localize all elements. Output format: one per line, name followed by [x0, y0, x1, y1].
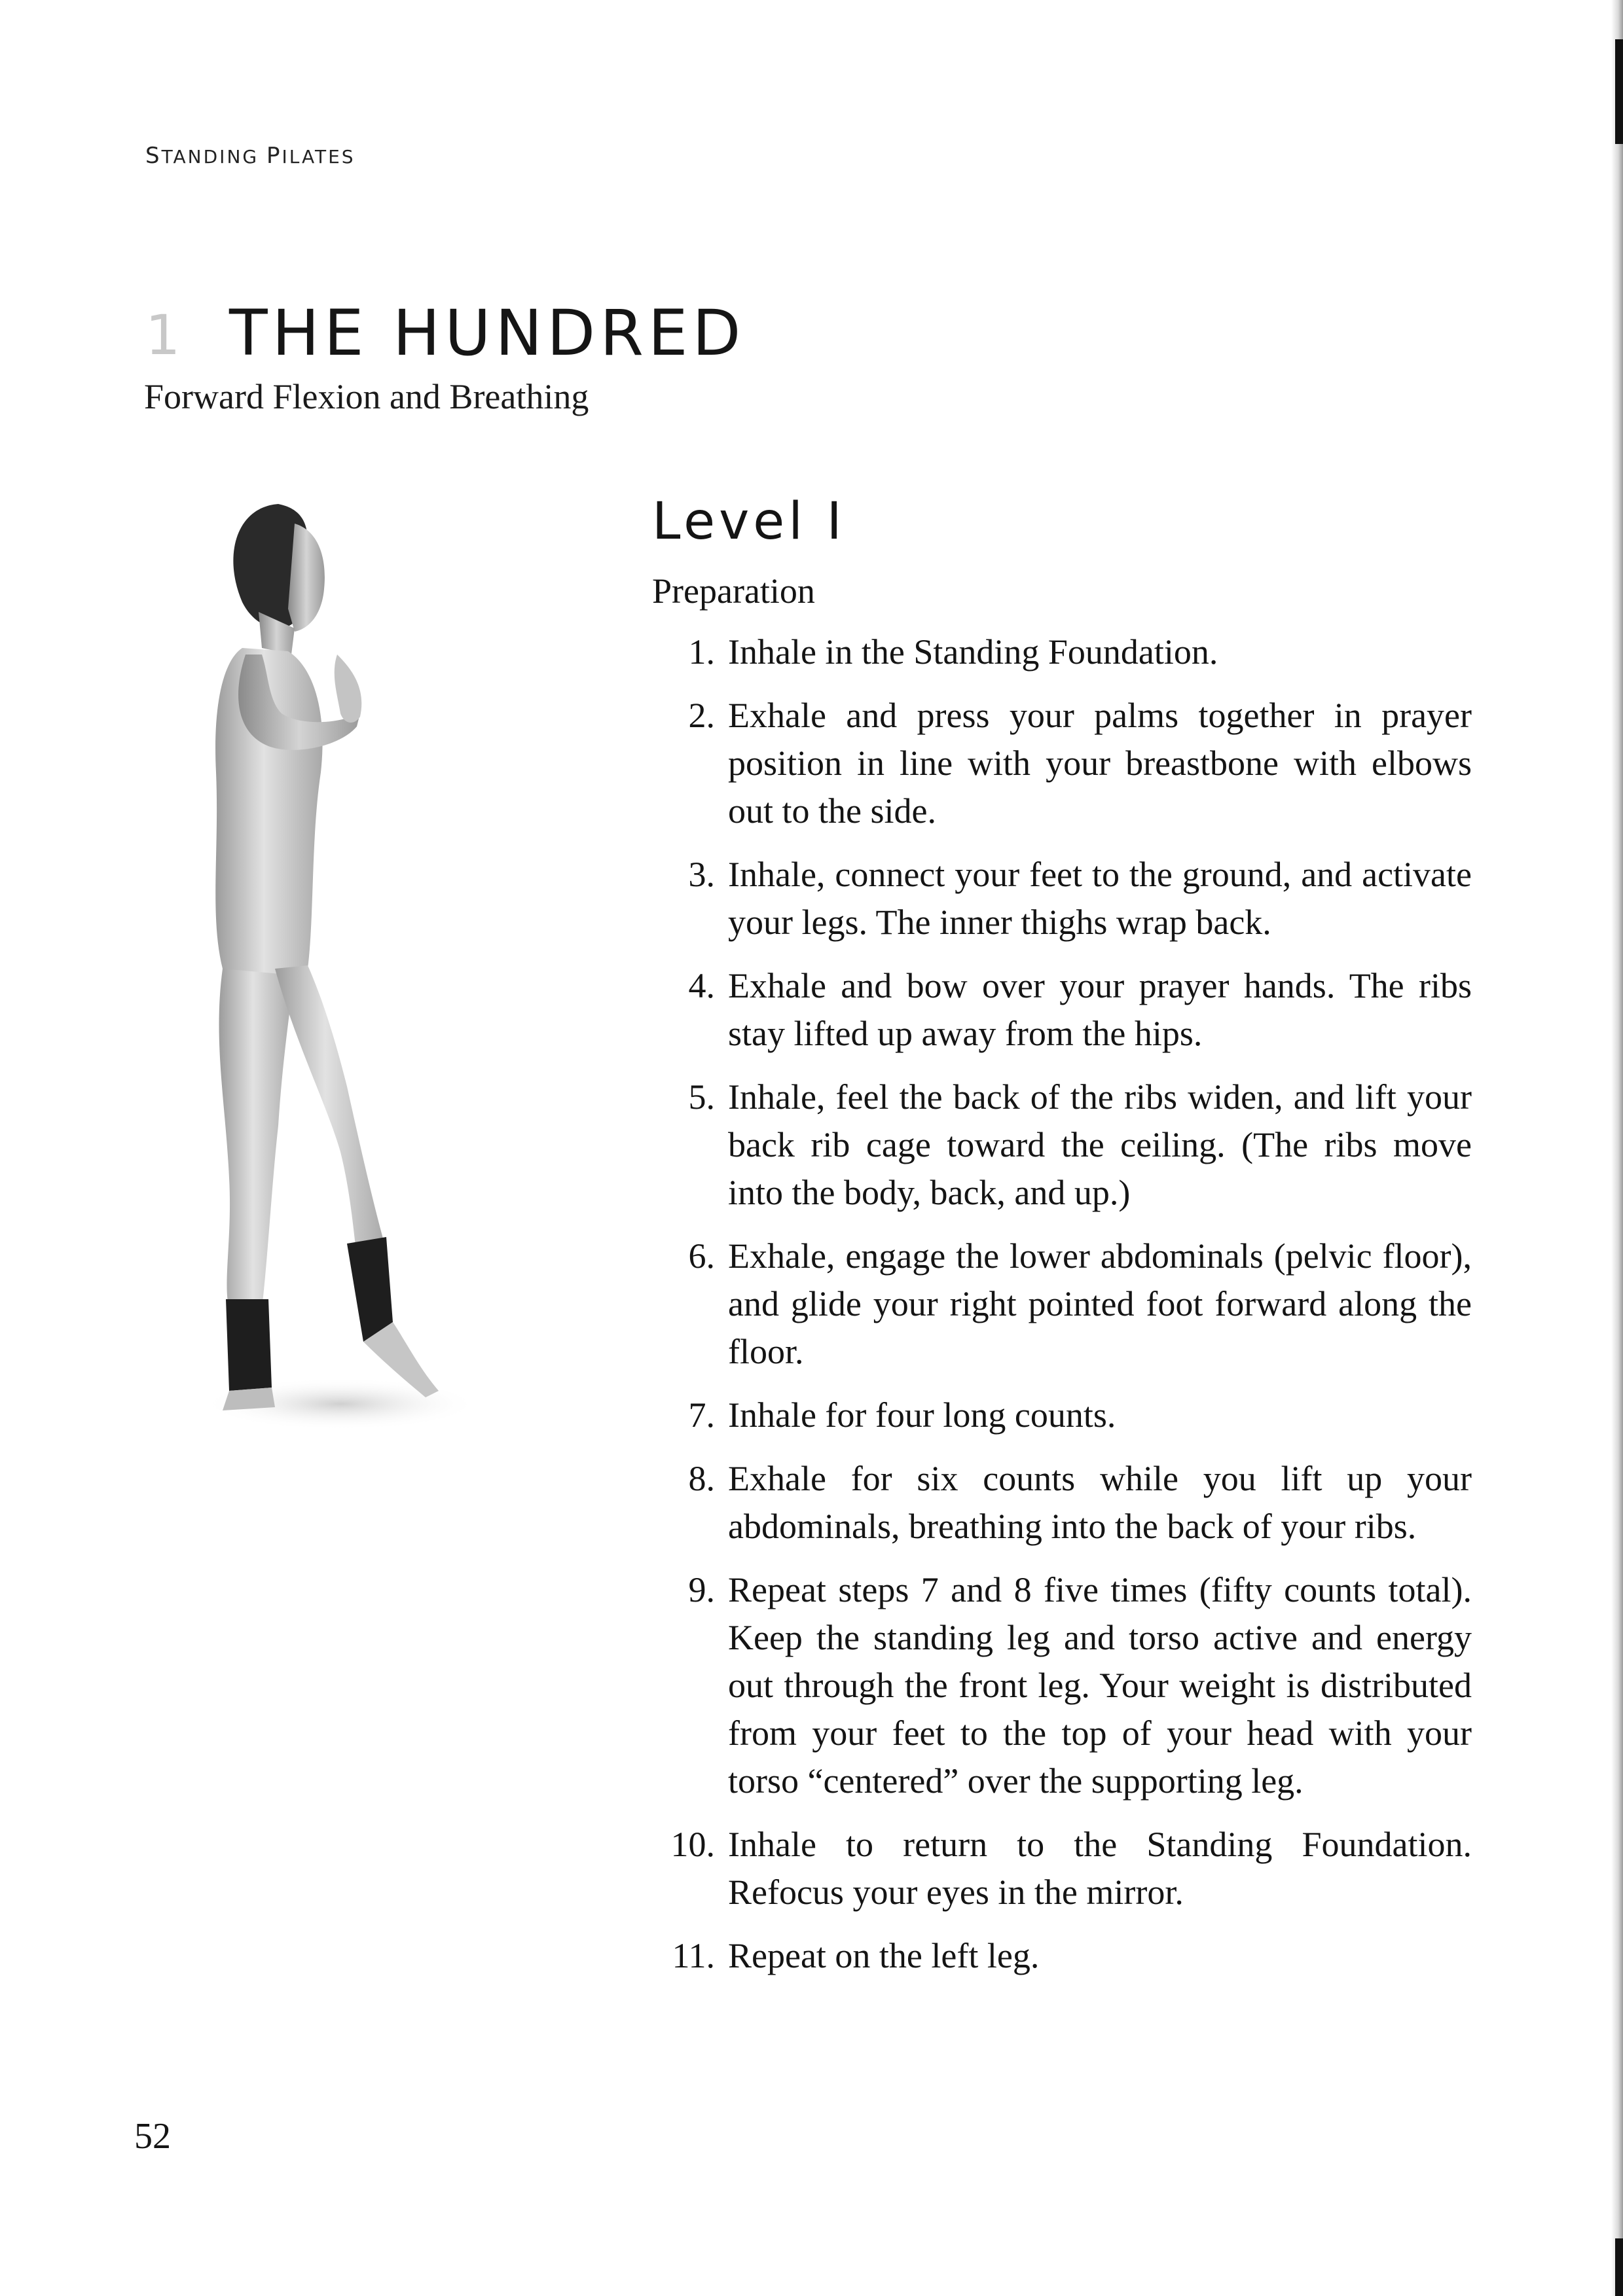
step-number: 4. — [688, 966, 715, 1005]
step-7 — [652, 1391, 1472, 1439]
exercise-subtitle: Forward Flexion and Breathing — [144, 377, 589, 416]
step-number: 6. — [688, 1236, 715, 1276]
step-text: Exhale for six counts while you lift up your abdominals, breathing into the back of your ribs. — [728, 1459, 1472, 1546]
step-1 — [652, 628, 1472, 676]
step-3 — [652, 851, 1472, 946]
step-text: Inhale, connect your feet to the ground, and activate your legs. The inner thighs wrap back. — [728, 855, 1472, 942]
step-10 — [652, 1821, 1472, 1916]
step-2 — [652, 692, 1472, 835]
step-11 — [652, 1932, 1472, 1980]
level-heading: Level I — [652, 492, 846, 551]
step-9 — [652, 1566, 1472, 1805]
step-8 — [652, 1455, 1472, 1551]
step-5 — [652, 1073, 1472, 1217]
step-number: 9. — [688, 1570, 715, 1609]
instruction-steps — [652, 628, 1472, 1996]
running-head — [145, 143, 356, 169]
step-number: 2. — [688, 696, 715, 735]
step-text: Repeat on the left leg. — [728, 1936, 1040, 1975]
step-text: Repeat steps 7 and 8 five times (fifty counts total). Keep the standing leg and torso active and energy out through the front leg. Your weight is distributed from your feet to the top of your head with your torso “centered” over the supporting leg. — [728, 1570, 1472, 1801]
exercise-title: THE HUNDRED — [229, 296, 746, 370]
running-head-cap-1: S — [145, 143, 162, 169]
step-text: Exhale and bow over your prayer hands. The ribs stay lifted up away from the hips. — [728, 966, 1472, 1053]
step-text: Exhale and press your palms together in prayer position in line with your breastbone with elbows out to the side. — [728, 696, 1472, 831]
step-text: Inhale in the Standing Foundation. — [728, 632, 1218, 672]
step-6 — [652, 1232, 1472, 1376]
step-number: 8. — [688, 1459, 715, 1498]
step-number: 11. — [672, 1936, 715, 1975]
step-number: 1. — [688, 632, 715, 672]
step-text: Inhale for four long counts. — [728, 1395, 1116, 1435]
preparation-label: Preparation — [652, 571, 815, 611]
step-number: 10. — [670, 1825, 715, 1864]
step-4 — [652, 962, 1472, 1058]
page-number: 52 — [134, 2116, 171, 2157]
woman-standing-prayer-pose-photo — [196, 497, 484, 1466]
running-head-small-1: TANDING — [161, 146, 266, 168]
step-number: 7. — [688, 1395, 715, 1435]
page-edge-shadow — [1611, 0, 1623, 2296]
running-head-small-2: ILATES — [282, 146, 356, 168]
page-edge-mark-top — [1615, 39, 1623, 144]
step-number: 5. — [688, 1077, 715, 1117]
step-text: Exhale, engage the lower abdominals (pelvic floor), and glide your right pointed foot forward along the floor. — [728, 1236, 1472, 1371]
step-number: 3. — [688, 855, 715, 894]
step-text: Inhale to return to the Standing Foundation. Refocus your eyes in the mirror. — [728, 1825, 1472, 1912]
exercise-number: 1 — [145, 303, 181, 367]
running-head-cap-2: P — [266, 143, 282, 169]
page-edge-mark-bottom — [1615, 2238, 1623, 2296]
step-text: Inhale, feel the back of the ribs widen, and lift your back rib cage toward the ceiling. (The ribs move into the body, back, and up.) — [728, 1077, 1472, 1212]
